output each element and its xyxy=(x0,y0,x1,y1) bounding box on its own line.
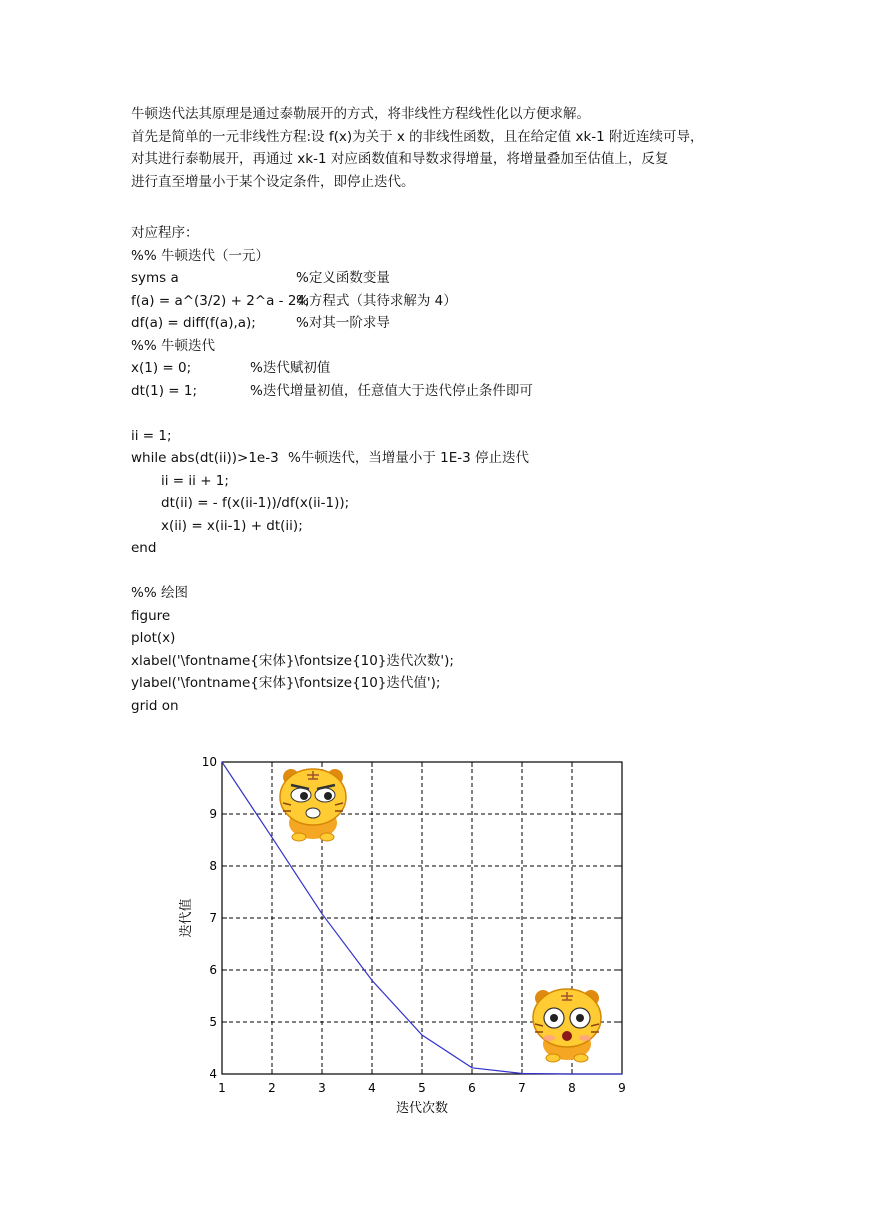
code-text: end xyxy=(131,540,157,556)
data-point xyxy=(421,1034,422,1035)
y-tick-label: 10 xyxy=(201,755,217,769)
code-text: while abs(dt(ii))>1e-3 xyxy=(131,450,279,466)
x-axis-label: 迭代次数 xyxy=(395,1101,449,1116)
code-text: grid on xyxy=(131,697,179,714)
code-text: dt(ii) = - f(x(ii-1))/df(x(ii-1)); xyxy=(161,495,350,511)
y-tick-label: 4 xyxy=(209,1067,217,1081)
data-point xyxy=(321,913,322,914)
code-comment: %牛顿迭代，当增量小于 1E-3 停止迭代 xyxy=(288,450,529,466)
intro-line: 首先是简单的一元非线性方程:设 f(x)为关于 x 的非线性函数，且在给定值 xk-1 附近连续可导， xyxy=(131,128,704,145)
code-text: ii = 1; xyxy=(131,427,172,444)
y-tick-label: 8 xyxy=(209,859,217,873)
x-tick-label: 4 xyxy=(368,1081,376,1095)
code-text: df(a) = diff(f(a),a); xyxy=(131,315,256,331)
data-point xyxy=(571,1073,572,1074)
data-point xyxy=(371,980,372,981)
code-text: %% 牛顿迭代（一元） xyxy=(131,247,269,264)
program-label: 对应程序： xyxy=(131,225,199,241)
code-text: syms a xyxy=(131,270,179,286)
x-tick-label: 9 xyxy=(618,1081,626,1095)
code-text: xlabel('\fontname{宋体}\fontsize{10}迭代次数'); xyxy=(131,652,454,669)
code-text: %% 牛顿迭代 xyxy=(131,337,215,354)
code-text: x(ii) = x(ii-1) + dt(ii); xyxy=(161,517,303,534)
data-point xyxy=(471,1067,472,1068)
code-text: f(a) = a^(3/2) + 2^a - 24; xyxy=(131,292,310,309)
data-point xyxy=(621,1073,622,1074)
data-point xyxy=(221,761,222,762)
code-text: x(1) = 0; xyxy=(131,360,192,376)
code-text: plot(x) xyxy=(131,630,176,646)
code-text: dt(1) = 1; xyxy=(131,382,198,399)
intro-line: 对其进行泰勒展开，再通过 xk-1 对应函数值和导数求得增量，将增量叠加至估值上，反复 xyxy=(131,151,669,167)
code-comment: %对其一阶求导 xyxy=(296,315,390,331)
y-axis-label: 迭代值 xyxy=(179,898,194,938)
intro-line: 进行直至增量小于某个设定条件，即停止迭代。 xyxy=(131,173,415,190)
code-comment: %迭代增量初值，任意值大于迭代停止条件即可 xyxy=(250,382,533,399)
y-tick-label: 6 xyxy=(209,963,217,977)
y-tick-label: 7 xyxy=(209,911,217,925)
data-point xyxy=(271,837,272,838)
x-tick-label: 3 xyxy=(318,1081,326,1095)
intro-line: 牛顿迭代法其原理是通过泰勒展开的方式，将非线性方程线性化以方便求解。 xyxy=(131,106,590,122)
x-tick-label: 7 xyxy=(518,1081,526,1095)
code-comment: %方程式（其待求解为 4） xyxy=(296,292,457,309)
code-text: ylabel('\fontname{宋体}\fontsize{10}迭代值'); xyxy=(131,675,441,691)
code-comment: %定义函数变量 xyxy=(296,270,390,286)
x-tick-label: 8 xyxy=(568,1081,576,1095)
y-tick-label: 5 xyxy=(209,1015,217,1029)
y-tick-label: 9 xyxy=(209,807,217,821)
code-text: figure xyxy=(131,607,171,624)
code-comment: %迭代赋初值 xyxy=(250,360,331,376)
data-point xyxy=(521,1073,522,1074)
code-text: ii = ii + 1; xyxy=(161,472,229,489)
x-tick-label: 2 xyxy=(268,1081,276,1095)
x-tick-label: 1 xyxy=(218,1081,226,1095)
x-tick-label: 6 xyxy=(468,1081,476,1095)
code-text: %% 绘图 xyxy=(131,585,188,601)
x-tick-label: 5 xyxy=(418,1081,426,1095)
